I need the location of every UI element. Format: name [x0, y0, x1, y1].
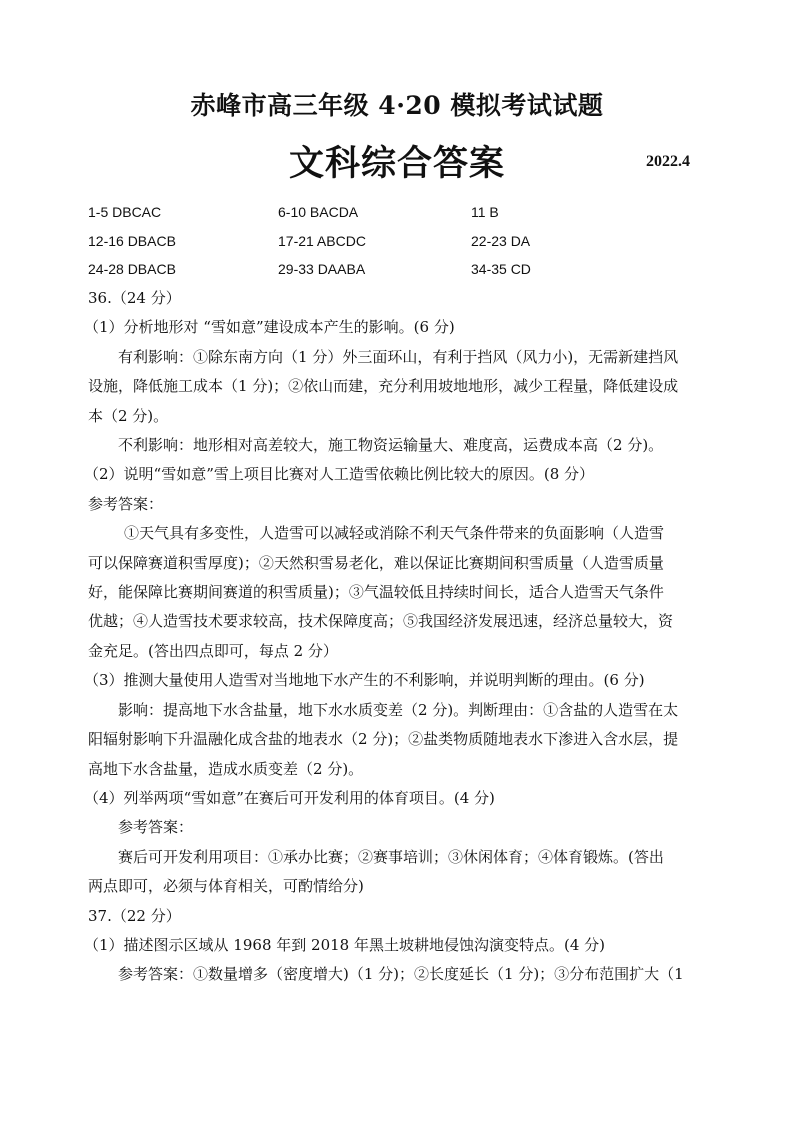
answer-text-line: 有利影响：①除东南方向（1 分）外三面环山，有利于挡风（风力小)，无需新建挡风 [118, 347, 679, 366]
answer-group: 22-23 DA [471, 232, 531, 249]
sub-question: （1）分析地形对 “雪如意”建设成本产生的影响。(6 分) [84, 318, 455, 337]
sub-question: （4）列举两项“雪如意”在赛后可开发利用的体育项目。(4 分) [84, 788, 495, 807]
answer-text-line: ①天气具有多变性，人造雪可以减轻或消除不利天气条件带来的负面影响（人造雪 [124, 524, 665, 543]
sub-question: （1）描述图示区域从 1968 年到 2018 年黑土坡耕地侵蚀沟演变特点。(4 分) [84, 935, 605, 954]
question-heading: 36.（24 分） [88, 289, 181, 307]
answer-text-line: 不利影响：地形相对高差较大，施工物资运输量大、难度高，运费成本高（2 分)。 [118, 436, 664, 455]
answer-group: 34-35 CD [471, 261, 531, 278]
answer-text-line: 高地下水含盐量，造成水质变差（2 分)。 [88, 759, 364, 778]
answer-text-line: 好，能保障比赛期间赛道的积雪质量)；③气温较低且持续时间长，适合人造雪天气条件 [88, 583, 664, 602]
answer-group: 17-21 ABCDC [278, 232, 366, 249]
exam-title: 赤峰市高三年级 4·20 模拟考试试题 [190, 91, 604, 120]
answer-group: 6-10 BACDA [278, 204, 359, 221]
answer-text-line: 赛后可开发利用项目：①承办比赛；②赛事培训；③休闲体育；④体育锻炼。(答出 [118, 847, 664, 866]
answer-text-line: 本（2 分)。 [88, 406, 169, 425]
answer-text-line: 参考答案： [118, 818, 194, 837]
exam-date: 2022.4 [646, 153, 690, 170]
answer-text-line: 阳辐射影响下升温融化成含盐的地表水（2 分)；②盐类物质随地表水下渗进入含水层，提 [88, 730, 679, 749]
answer-text-line: 参考答案： [88, 494, 164, 513]
answer-row [88, 255, 728, 284]
question-heading: 37.（22 分） [88, 906, 181, 925]
answer-text-line: 设施，降低施工成本（1 分)；②依山而建，充分利用坡地地形，减少工程量，降低建设成 [88, 377, 679, 396]
sub-question: （3）推测大量使用人造雪对当地地下水产生的不利影响，并说明判断的理由。(6 分) [84, 671, 645, 690]
answer-text-line: 影响：提高地下水含盐量，地下水水质变差（2 分)。判断理由：①含盐的人造雪在太 [118, 700, 679, 719]
answer-text-line: 两点即可，必须与体育相关，可酌情给分) [88, 877, 364, 896]
answer-text-line: 参考答案：①数量增多（密度增大)（1 分)；②长度延长（1 分)；③分布范围扩大（1 [118, 965, 684, 984]
answer-group: 29-33 DAABA [278, 261, 366, 278]
answer-text-line: 金充足。(答出四点即可，每点 2 分） [88, 641, 338, 660]
answer-group: 24-28 DBACB [88, 261, 176, 278]
answer-group: 12-16 DBACB [88, 232, 176, 249]
answer-row [88, 198, 728, 227]
answer-text-line: 优越；④人造雪技术要求较高，技术保障度高；⑤我国经济发展迅速，经济总量较大，资 [88, 612, 674, 631]
multiple-choice-answer-key [88, 198, 728, 284]
document-subtitle: 文科综合答案 [288, 143, 505, 184]
answer-group: 1-5 DBCAC [88, 204, 162, 221]
answer-text-line: 可以保障赛道积雪厚度)；②天然积雪易老化，难以保证比赛期间积雪质量（人造雪质量 [88, 553, 664, 572]
answer-body-text [84, 284, 712, 990]
answer-row [88, 227, 728, 256]
sub-question: （2）说明“雪如意”雪上项目比赛对人工造雪依赖比例比较大的原因。(8 分） [84, 465, 595, 484]
answer-group: 11 B [471, 204, 499, 221]
